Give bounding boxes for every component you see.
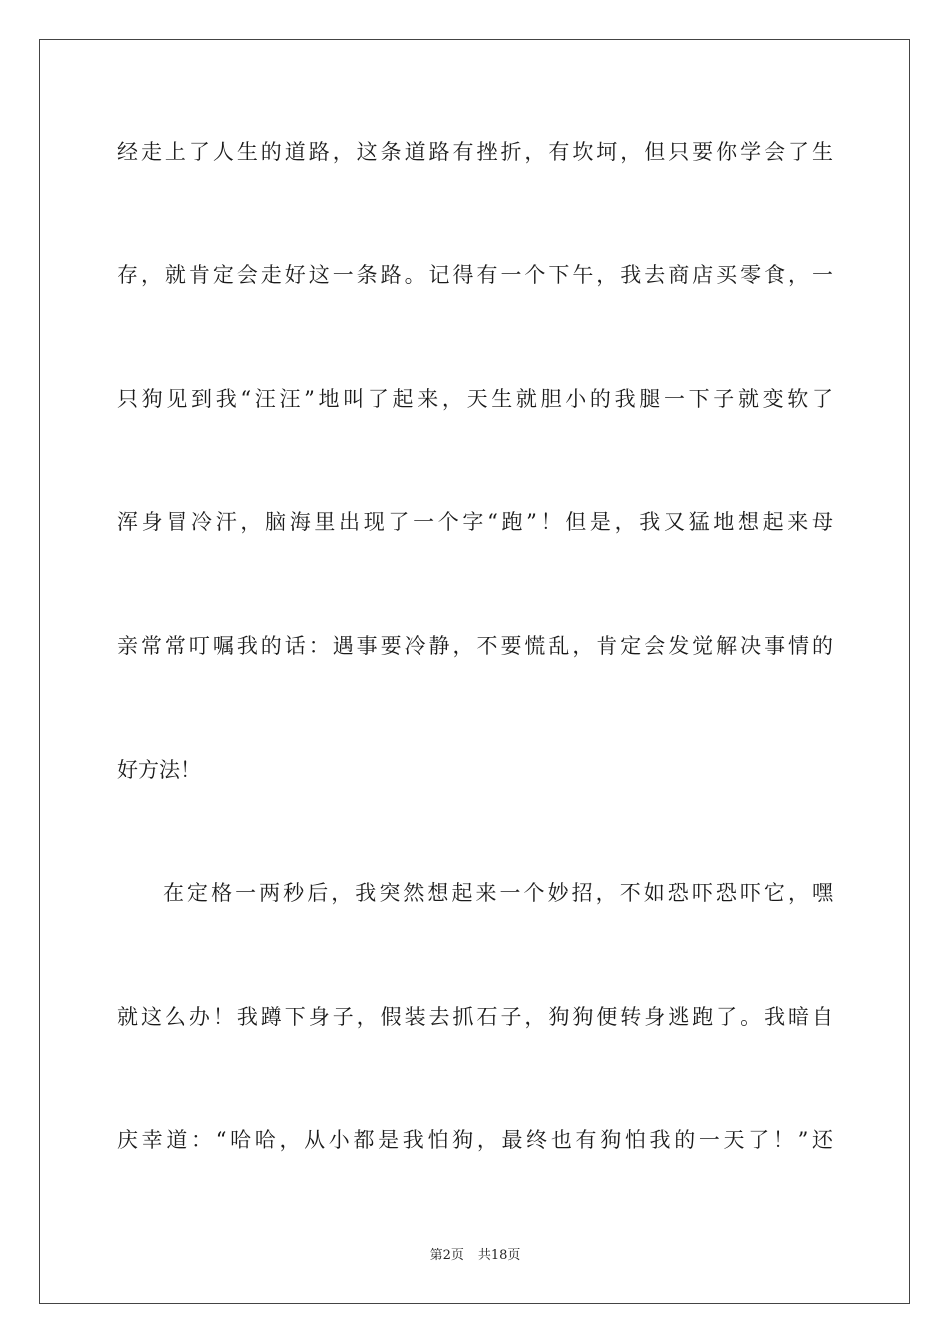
paragraph-line-6: 好方法！ [117,758,201,782]
page-total: 共18页 [477,1248,521,1263]
paragraph-line-7: 在定格一两秒后，我突然想起来一个妙招，不如恐吓恐吓它，嘿 [163,881,833,905]
paragraph-line-3: 只狗见到我“汪汪”地叫了起来，天生就胆小的我腿一下子就变软了 [117,387,833,411]
paragraph-line-9: 庆幸道：“哈哈，从小都是我怕狗，最终也有狗怕我的一天了！”还 [117,1128,833,1152]
page-footer [0,1247,950,1265]
paragraph-line-8: 就这么办！我蹲下身子，假装去抓石子，狗狗便转身逃跑了。我暗自 [117,1005,833,1029]
page-number: 第2页 [429,1248,464,1263]
page-border [39,39,910,1304]
paragraph-line-5: 亲常常叮嘱我的话：遇事要冷静，不要慌乱，肯定会发觉解决事情的 [117,634,833,658]
paragraph-line-2: 存，就肯定会走好这一条路。记得有一个下午，我去商店买零食，一 [117,263,833,287]
paragraph-line-1: 经走上了人生的道路，这条道路有挫折，有坎坷，但只要你学会了生 [117,140,833,164]
paragraph-line-4: 浑身冒冷汗，脑海里出现了一个字“跑”！但是，我又猛地想起来母 [117,510,833,534]
